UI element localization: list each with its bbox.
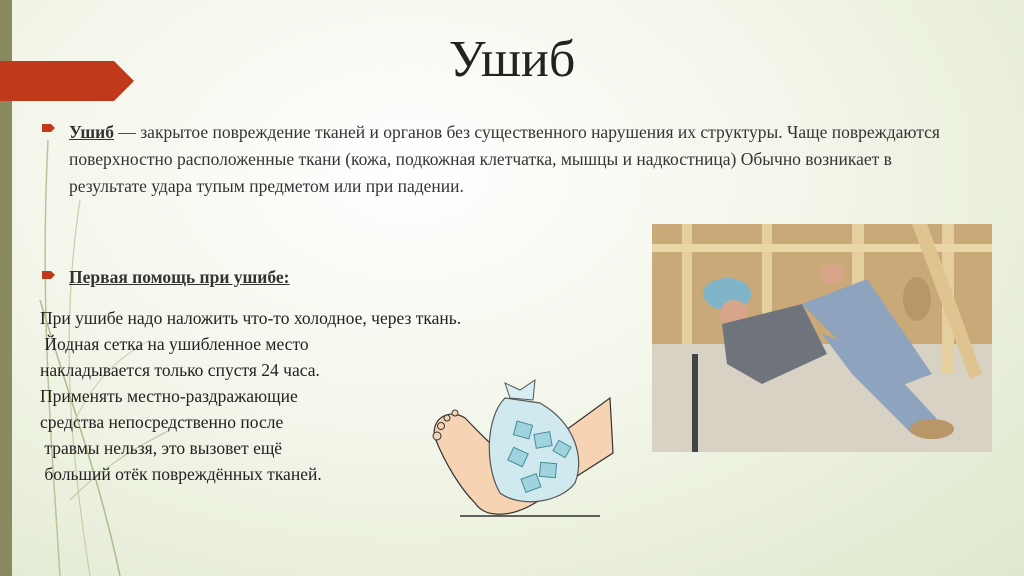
first-aid-line: Применять местно-раздражающие — [40, 386, 298, 406]
first-aid-line: травмы нельзя, это вызовет ещё — [40, 438, 283, 458]
first-aid-line: Йодная сетка на ушибленное место — [40, 334, 309, 354]
definition-term: Ушиб — [69, 122, 115, 142]
first-aid-line: больший отёк повреждённых тканей. — [40, 464, 322, 484]
first-aid-line: накладывается только спустя 24 часа. — [40, 360, 320, 380]
ice-pack-illustration — [425, 378, 615, 523]
bullet-arrow-icon — [42, 121, 56, 135]
slide-title: Ушиб — [448, 31, 576, 88]
bullet-arrow-icon — [42, 268, 56, 282]
first-aid-line: средства непосредственно после — [40, 412, 284, 432]
first-aid-line: При ушибе надо наложить что-то холодное, через ткань. — [40, 308, 462, 328]
first-aid-heading: Первая помощь при ушибе: — [69, 267, 290, 287]
definition-paragraph — [69, 119, 949, 200]
definition-text: — закрытое повреждение тканей и органов без существенного нарушения их структуры. Чаще повреждаются поверхностно расположенные ткани (кожа, подкожная клетчатка, мышцы и надкостница) Обычно возникает в результате удара тупым предметом или при падении. — [69, 122, 940, 196]
fallen-worker-photo — [652, 224, 992, 452]
